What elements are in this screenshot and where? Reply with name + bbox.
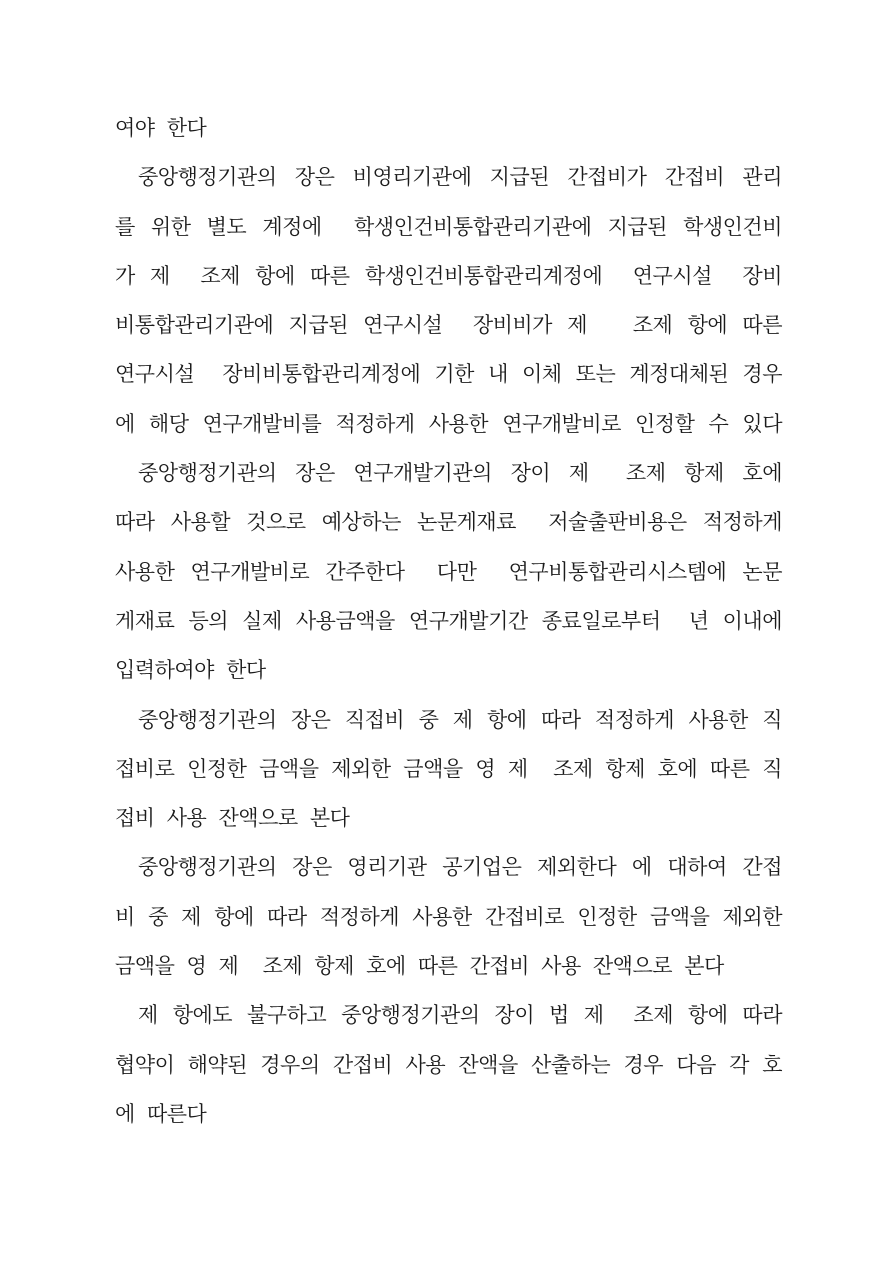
text-line: 입력하여야 한다 [115, 658, 266, 683]
text-line: 접비로 인정한 금액을 제외한 금액을 영 제 조제 항제 호에 따른 직 [115, 756, 782, 781]
text-line: 를 위한 별도 계정에 학생인건비통합관리기관에 지급된 학생인건비 [115, 214, 782, 239]
text-line: 중앙행정기관의 장은 연구개발기관의 장이 제 조제 항제 호에 [138, 461, 782, 486]
document-text-block [115, 104, 782, 1139]
text-line: 가 제 조제 항에 따른 학생인건비통합관리계정에 연구시설 장비 [115, 263, 782, 288]
text-line: 연구시설 장비비통합관리계정에 기한 내 이체 또는 계정대체된 경우 [115, 362, 782, 387]
text-line: 여야 한다 [115, 116, 207, 140]
text-line: 제 항에도 불구하고 중앙행정기관의 장이 법 제 조제 항에 따라 [138, 1003, 782, 1028]
text-line: 게재료 등의 실제 사용금액을 연구개발기간 종료일로부터 년 이내에 [115, 608, 782, 633]
text-line: 금액을 영 제 조제 항제 호에 따른 간접비 사용 잔액으로 본다 [115, 954, 724, 979]
text-line: 에 해당 연구개발비를 적정하게 사용한 연구개발비로 인정할 수 있다 [115, 411, 782, 436]
text-line: 중앙행정기관의 장은 영리기관 공기업은 제외한다 에 대하여 간접 [138, 855, 782, 880]
text-line: 비통합관리기관에 지급된 연구시설 장비비가 제 조제 항에 따른 [115, 313, 782, 338]
text-line: 비 중 제 항에 따라 적정하게 사용한 간접비로 인정한 금액을 제외한 [115, 904, 782, 929]
text-line: 사용한 연구개발비로 간주한다 다만 연구비통합관리시스템에 논문 [115, 559, 782, 584]
text-line: 따라 사용할 것으로 예상하는 논문게재료 저술출판비용은 적정하게 [115, 510, 782, 535]
text-line: 접비 사용 잔액으로 본다 [115, 806, 350, 831]
text-line: 중앙행정기관의 장은 비영리기관에 지급된 간접비가 간접비 관리 [138, 165, 782, 190]
text-line: 에 따른다 [115, 1101, 207, 1126]
text-line: 협약이 해약된 경우의 간접비 사용 잔액을 산출하는 경우 다음 각 호 [115, 1052, 782, 1077]
text-line: 중앙행정기관의 장은 직접비 중 제 항에 따라 적정하게 사용한 직 [138, 707, 782, 732]
